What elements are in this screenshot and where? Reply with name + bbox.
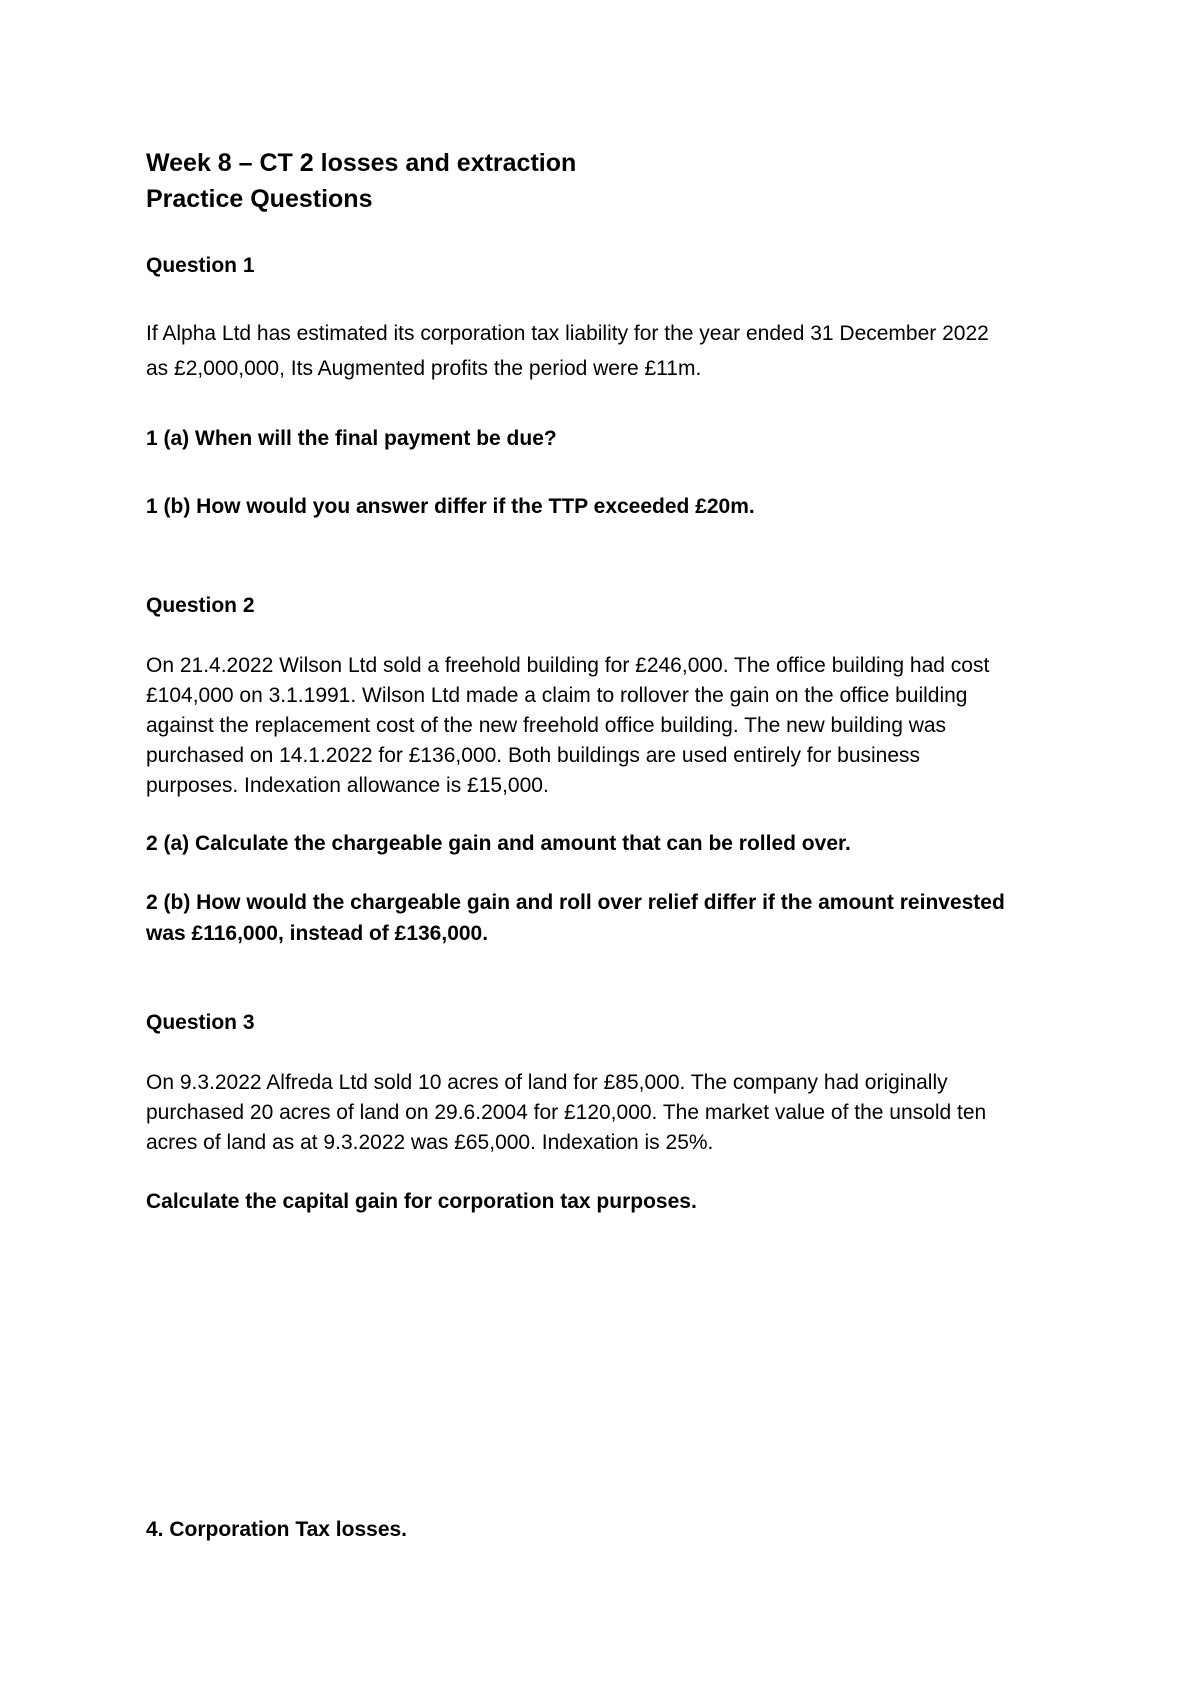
document-title: Week 8 – CT 2 losses and extraction [146, 149, 577, 177]
section-4-heading: 4. Corporation Tax losses. [146, 1518, 408, 1541]
question-3-heading: Question 3 [146, 1011, 255, 1034]
question-1-part-b: 1 (b) How would you answer differ if the TTP exceeded £20m. [146, 495, 755, 518]
question-2-body-line-5: purposes. Indexation allowance is £15,000. [146, 774, 549, 797]
question-2-part-a: 2 (a) Calculate the chargeable gain and amount that can be rolled over. [146, 832, 851, 855]
question-2-body-line-3: against the replacement cost of the new freehold office building. The new building was [146, 714, 947, 737]
document-subtitle: Practice Questions [146, 185, 373, 213]
question-2-body-line-1: On 21.4.2022 Wilson Ltd sold a freehold building for £246,000. The office building had cost [146, 654, 990, 677]
question-3-body-line-3: acres of land as at 9.3.2022 was £65,000. Indexation is 25%. [146, 1131, 714, 1154]
question-2-body-line-2: £104,000 on 3.1.1991. Wilson Ltd made a claim to rollover the gain on the office building [146, 684, 968, 707]
question-2-heading: Question 2 [146, 594, 255, 617]
question-1-heading: Question 1 [146, 254, 255, 277]
question-3-body-line-2: purchased 20 acres of land on 29.6.2004 for £120,000. The market value of the unsold ten [146, 1101, 987, 1124]
question-2-part-b-line-2: was £116,000, instead of £136,000. [146, 922, 489, 945]
question-3-body-line-1: On 9.3.2022 Alfreda Ltd sold 10 acres of land for £85,000. The company had originally [146, 1071, 948, 1094]
question-3-task: Calculate the capital gain for corporation tax purposes. [146, 1190, 697, 1213]
question-2-body-line-4: purchased on 14.1.2022 for £136,000. Both buildings are used entirely for business [146, 744, 921, 767]
question-1-part-a: 1 (a) When will the final payment be due? [146, 427, 557, 450]
question-2-part-b-line-1: 2 (b) How would the chargeable gain and roll over relief differ if the amount reinvested [146, 891, 1005, 914]
question-1-body-line-1: If Alpha Ltd has estimated its corporation tax liability for the year ended 31 December 2022 [146, 322, 989, 345]
question-1-body-line-2: as £2,000,000, Its Augmented profits the period were £11m. [146, 357, 702, 380]
